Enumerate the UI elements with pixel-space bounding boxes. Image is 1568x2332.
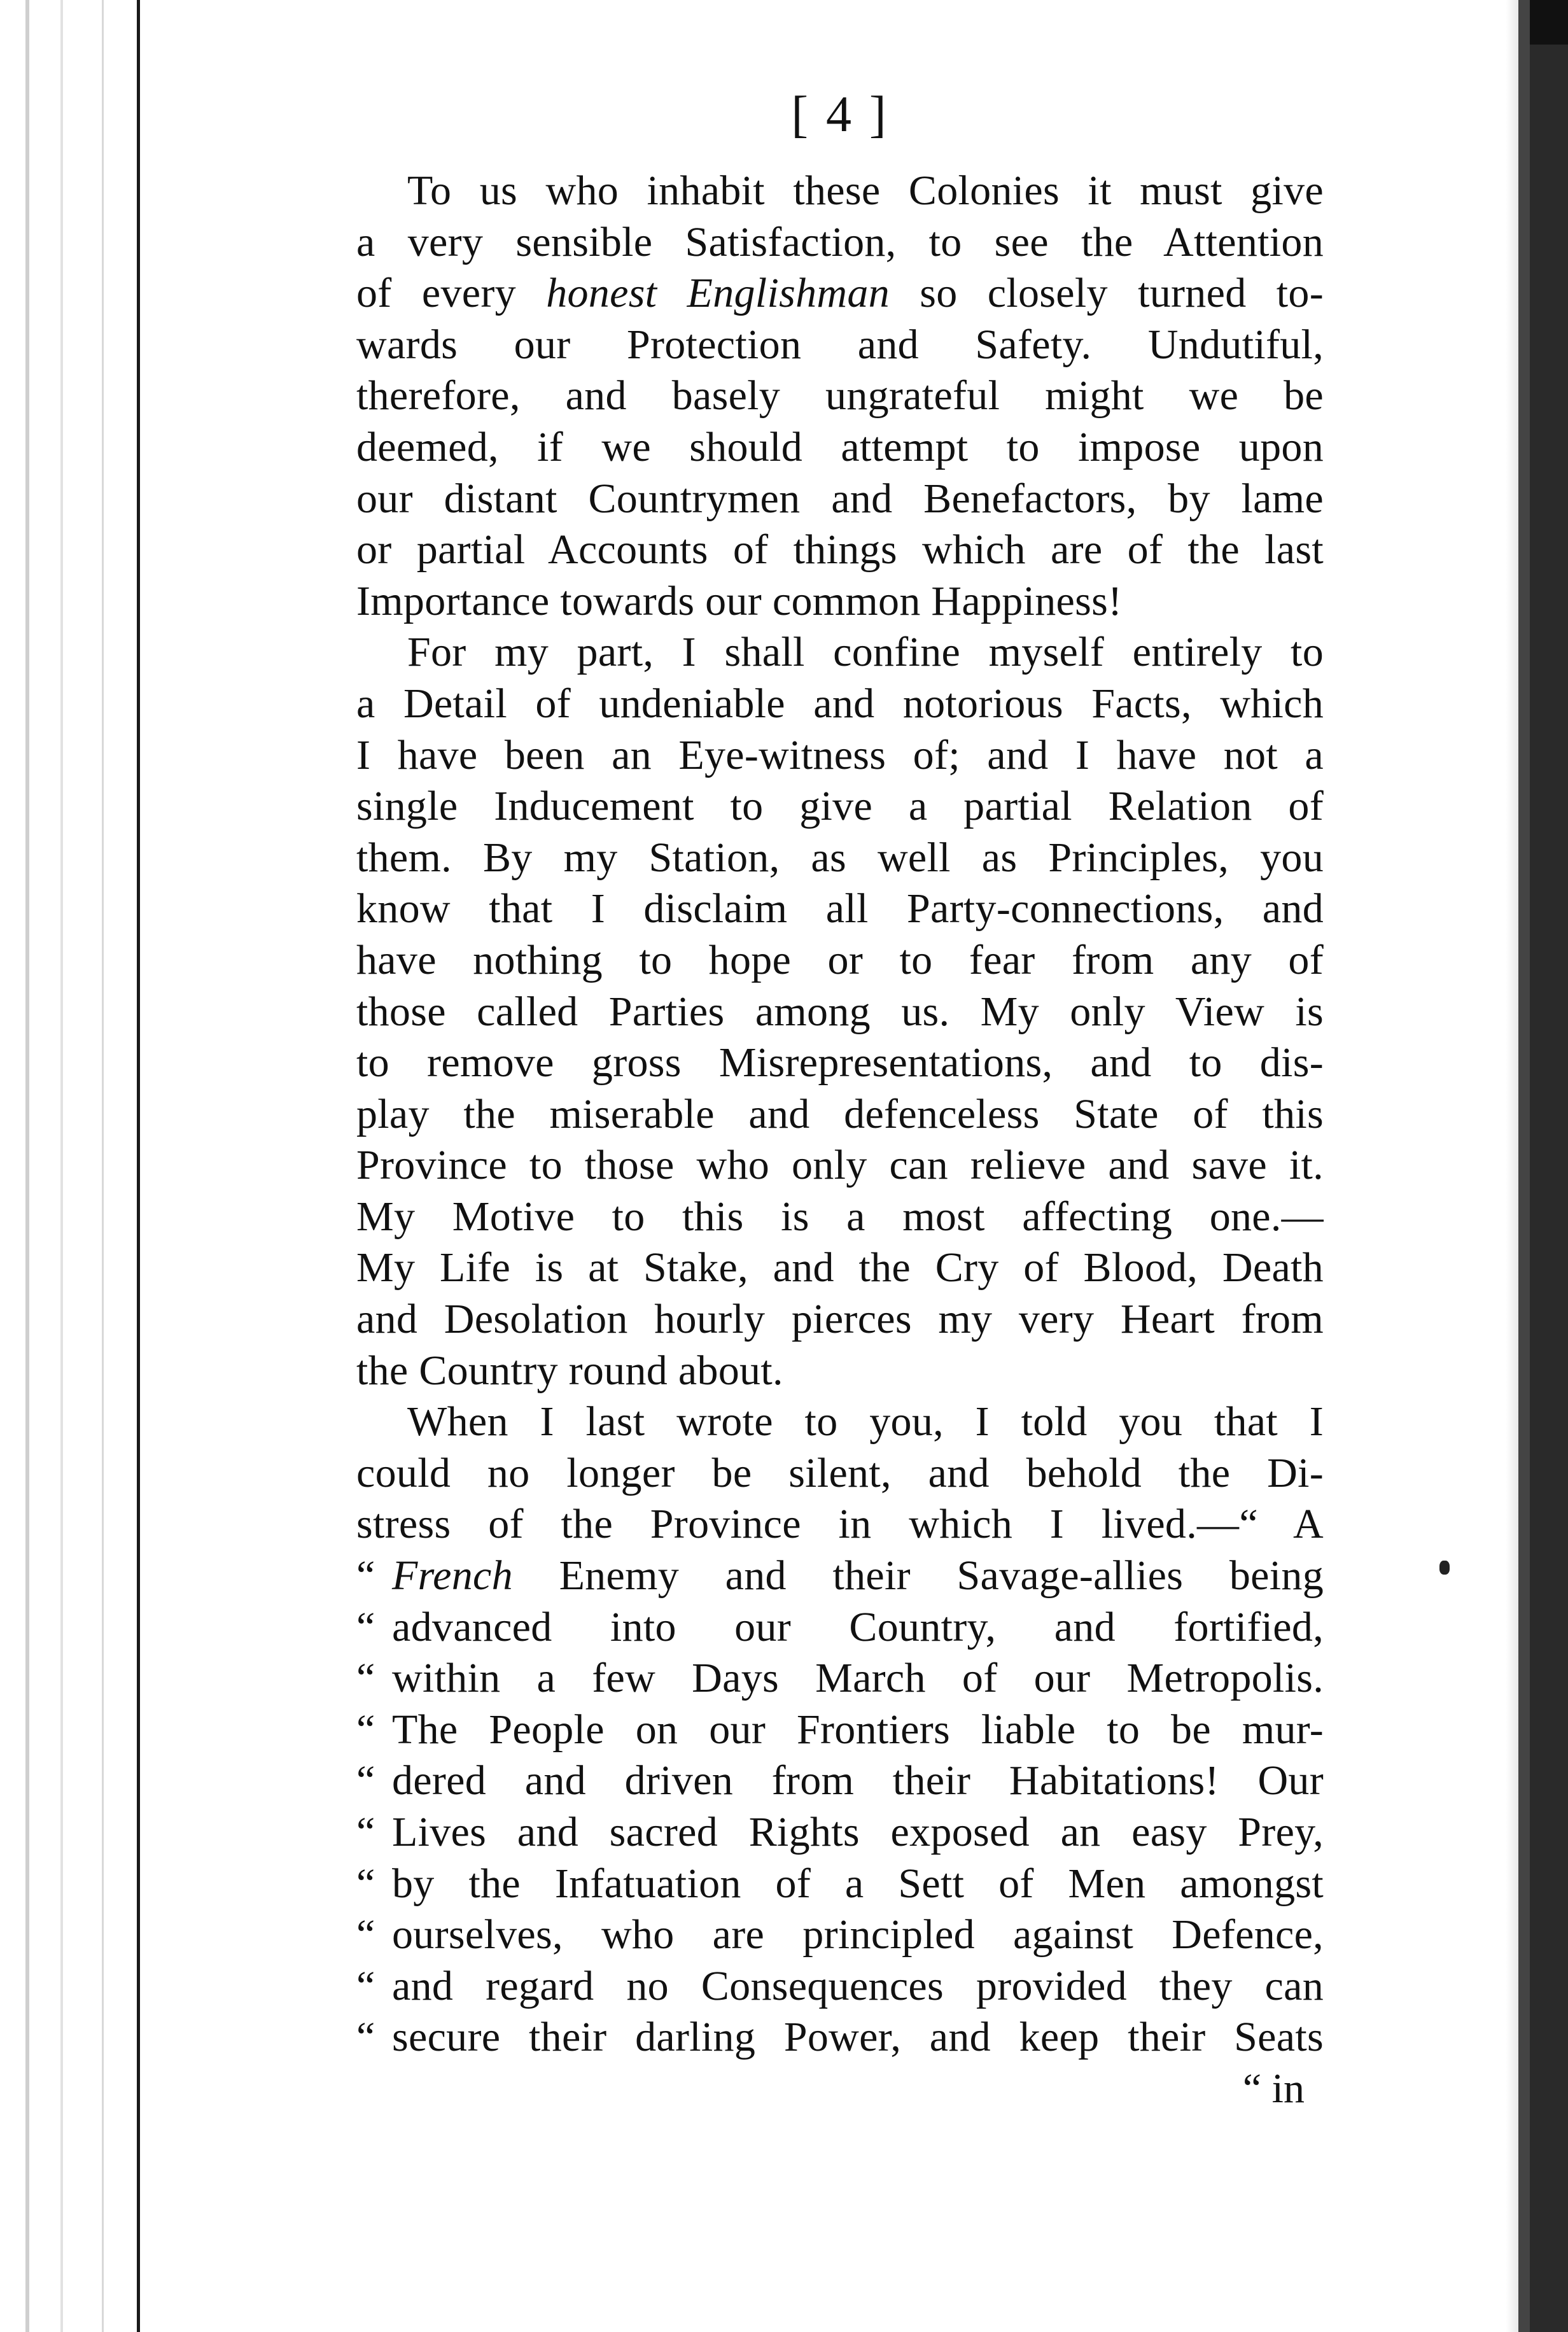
page-edge-shadow [1506, 0, 1518, 2332]
text-line: have nothing to hope or to fear from any of [356, 936, 1324, 983]
text-line: When I last wrote to you, I told you that I [407, 1398, 1324, 1445]
ink-speck [1439, 1561, 1450, 1575]
quoted-text: secure their darling Power, and keep their Seats [392, 2014, 1324, 2061]
quoted-text: dered and driven from their Habitations! Our [392, 1757, 1324, 1804]
text-line: could no longer be silent, and behold the Di- [356, 1449, 1324, 1496]
text-line: of every honest Englishman so closely turned to- [356, 270, 1324, 317]
text-line: or partial Accounts of things which are of the last [356, 526, 1324, 573]
text-line: the Country round about. [356, 1347, 783, 1394]
quoted-text: The People on our Frontiers liable to be mur- [392, 1706, 1324, 1753]
quoted-text: Lives and sacred Rights exposed an easy Prey, [392, 1809, 1324, 1855]
text-line: My Motive to this is a most affecting one.— [356, 1193, 1324, 1240]
text-line: wards our Protection and Safety. Undutiful, [356, 321, 1324, 368]
quote-mark: “ [356, 1809, 375, 1855]
quote-mark: “ [356, 1706, 375, 1753]
text-line: those called Parties among us. My only View is [356, 988, 1324, 1035]
text-line: a very sensible Satisfaction, to see the Attention [356, 218, 1324, 265]
quote-mark: “ [356, 2014, 375, 2061]
catchword: “ in [1242, 2065, 1305, 2112]
text-line: deemed, if we should attempt to impose upon [356, 423, 1324, 470]
quoted-line [356, 1909, 1324, 1961]
quote-mark: “ [356, 1962, 375, 2009]
text-line: My Life is at Stake, and the Cry of Blood, Death [356, 1244, 1324, 1291]
text-line: our distant Countrymen and Benefactors, by lame [356, 475, 1324, 522]
quoted-line [356, 1961, 1324, 2012]
page-body-text [356, 165, 1324, 2115]
quoted-line [356, 1858, 1324, 1910]
text-line: a Detail of undeniable and notorious Facts, which [356, 680, 1324, 727]
quoted-text: within a few Days March of our Metropolis. [392, 1655, 1324, 1702]
text-line: Province to those who only can relieve and save it. [356, 1142, 1324, 1189]
quoted-line [356, 1550, 1324, 1602]
text-line: therefore, and basely ungrateful might we be [356, 372, 1324, 419]
quote-mark: “ [356, 1911, 375, 1958]
quoted-line [356, 2012, 1324, 2063]
quoted-text: advanced into our Country, and fortified, [392, 1603, 1324, 1650]
page-number: [ 4 ] [791, 87, 889, 143]
text-line: know that I disclaim all Party-connections, and [356, 885, 1324, 932]
text-line: them. By my Station, as well as Principles, you [356, 834, 1324, 881]
book-gutter-edge [0, 0, 140, 2332]
quoted-line [356, 1602, 1324, 1654]
quote-mark: “ [356, 1552, 375, 1599]
text-line: For my part, I shall confine myself entirely to [407, 629, 1324, 676]
quote-mark: “ [356, 1757, 375, 1804]
text-line: play the miserable and defenceless State of this [356, 1090, 1324, 1137]
text-line: single Inducement to give a partial Relation of [356, 783, 1324, 830]
quoted-text: by the Infatuation of a Sett of Men amongst [392, 1860, 1324, 1907]
italic-emphasis: honest Englishman [546, 270, 890, 317]
text-line: I have been an Eye-witness of; and I have not a [356, 731, 1324, 778]
quoted-text: ourselves, who are principled against Defence, [392, 1911, 1324, 1958]
quote-mark: “ [356, 1603, 375, 1650]
text-line: Importance towards our common Happiness! [356, 577, 1123, 624]
scan-border-right [1518, 0, 1568, 2332]
quoted-line [356, 1704, 1324, 1756]
text-line: stress of the Province in which I lived.—“ A [356, 1501, 1324, 1548]
quoted-line [356, 1653, 1324, 1704]
text-line: and Desolation hourly pierces my very Heart from [356, 1296, 1324, 1343]
quoted-line [356, 1807, 1324, 1858]
text-line: To us who inhabit these Colonies it must give [407, 167, 1324, 214]
quote-mark: “ [356, 1655, 375, 1702]
quoted-line [356, 1755, 1324, 1807]
text-line: to remove gross Misrepresentations, and to dis- [356, 1039, 1324, 1086]
quoted-text: French Enemy and their Savage-allies being [392, 1552, 1324, 1599]
quote-mark: “ [356, 1860, 375, 1907]
book-page [356, 83, 1324, 2115]
quoted-text: and regard no Consequences provided they can [392, 1962, 1324, 2009]
italic-emphasis: French [392, 1552, 513, 1599]
